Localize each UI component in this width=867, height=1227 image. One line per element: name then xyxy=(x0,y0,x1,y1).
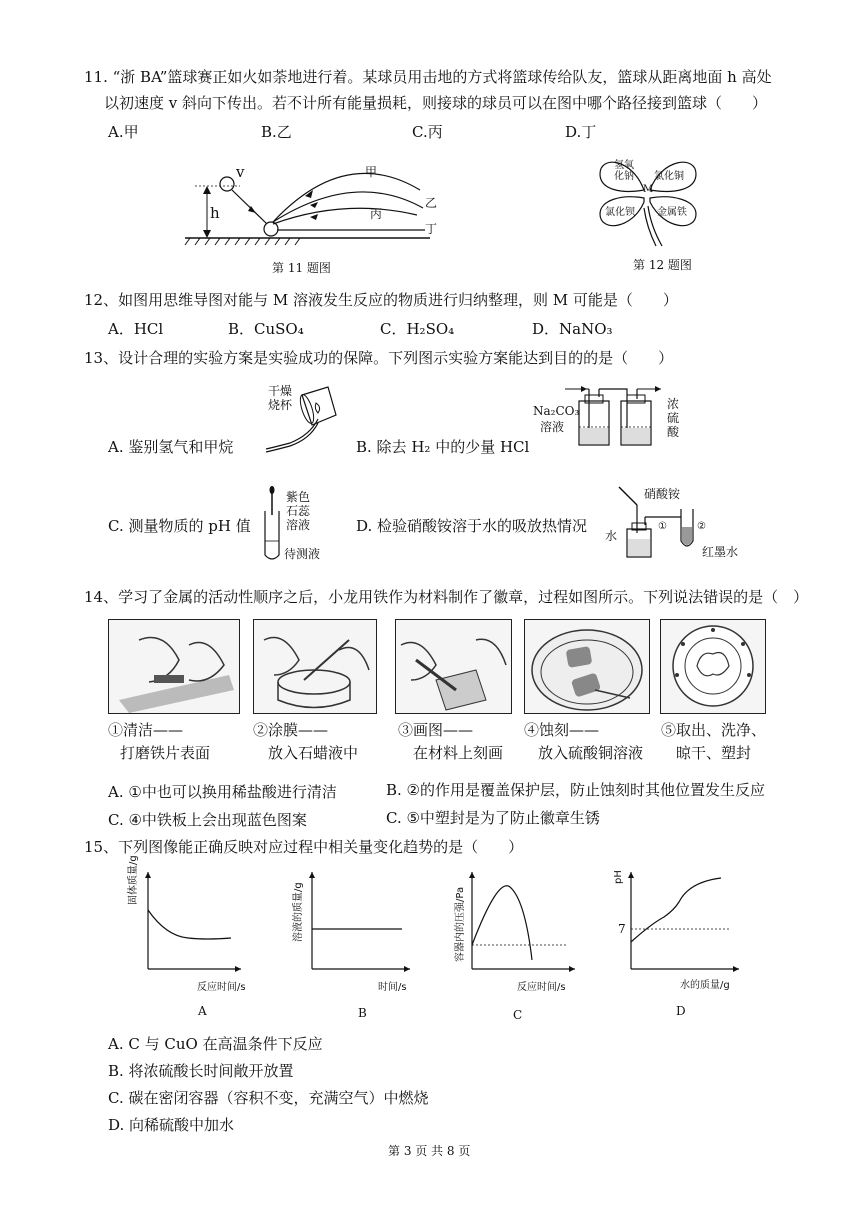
q13-figc-label2: 石蕊 xyxy=(286,504,311,518)
q13-figd-salt: 硝酸铵 xyxy=(644,487,681,501)
q13-figb-acid1: 浓 xyxy=(667,397,680,411)
q11-option-d[interactable]: D.丁 xyxy=(565,123,597,141)
q15-graph-d-ylabel: pH xyxy=(613,870,624,884)
q15-graph-b-ylabel: 溶液的质量/g xyxy=(293,882,304,942)
q14-step3-title: ③画图—— xyxy=(398,721,474,739)
q13-figc-label3: 溶液 xyxy=(286,518,311,532)
q11-label-v: v xyxy=(236,163,245,181)
q14-panel-1 xyxy=(108,619,240,714)
q15-graph-d xyxy=(629,872,739,972)
q15-graph-a-ylabel: 固体质量/g xyxy=(128,855,139,905)
q14-step3-desc: 在材料上刻画 xyxy=(413,744,504,762)
q15-option-a[interactable]: A. C 与 CuO 在高温条件下反应 xyxy=(108,1035,323,1053)
q11-figure xyxy=(185,150,445,250)
q13-figc-label1: 紫色 xyxy=(286,490,311,504)
q15-graph-a xyxy=(146,872,241,972)
q15-graph-b-xlabel: 时间/s xyxy=(378,982,407,993)
q11-option-c[interactable]: C.丙 xyxy=(412,123,443,141)
q13-figb-na2co3: Na₂CO₃ xyxy=(533,404,580,418)
q14-option-c[interactable]: C. ④中铁板上会出现蓝色图案 xyxy=(108,811,307,829)
q13-figd-c2: ② xyxy=(697,521,706,532)
q13-figa-label1: 干燥 xyxy=(268,384,293,398)
q15-graph-d-xlabel: 水的质量/g xyxy=(680,980,730,991)
q14-panel-3 xyxy=(395,619,512,714)
q11-label-h: h xyxy=(210,204,220,222)
q13-option-c[interactable]: C. 测量物质的 pH 值 xyxy=(108,517,251,535)
q14-step1-title: ①清洁—— xyxy=(108,721,184,739)
q13-figd-redwater: 红墨水 xyxy=(702,545,739,559)
q12-option-d[interactable]: D．NaNO₃ xyxy=(532,320,613,338)
q15-graph-b-letter: B xyxy=(358,1006,367,1020)
q12-option-a[interactable]: A．HCl xyxy=(108,320,164,338)
q12-leaf-br: 金属铁 xyxy=(657,207,687,218)
q14-panel-4 xyxy=(524,619,650,714)
q13-option-a[interactable]: A. 鉴别氢气和甲烷 xyxy=(108,438,234,456)
q15-graph-a-xlabel: 反应时间/s xyxy=(197,982,246,993)
q14-stem: 14、学习了金属的活动性顺序之后，小龙用铁作为材料制作了徽章，过程如图所示。下列说法错误的是（ ） xyxy=(84,588,809,606)
q13-figb-solution: 溶液 xyxy=(540,420,565,434)
q15-graph-d-tick: 7 xyxy=(618,922,626,936)
q14-step2-desc: 放入石蜡液中 xyxy=(268,744,359,762)
q15-option-d[interactable]: D. 向稀硫酸中加水 xyxy=(108,1116,235,1134)
q13-figb-acid2: 硫 xyxy=(667,411,680,425)
q12-stem: 12、如图用思维导图对能与 M 溶液发生反应的物质进行归纳整理，则 M 可能是（ ） xyxy=(84,291,678,309)
q13-figd-c1: ① xyxy=(658,521,667,532)
q13-figa-label2: 烧杯 xyxy=(268,398,293,412)
q14-step1-desc: 打磨铁片表面 xyxy=(120,744,211,762)
q14-panel-2 xyxy=(253,619,377,714)
q15-graph-c-xlabel: 反应时间/s xyxy=(517,982,566,993)
q14-step5-desc: 晾干、塑封 xyxy=(676,744,752,762)
q12-caption: 第 12 题图 xyxy=(633,258,692,272)
q14-option-a[interactable]: A. ①中也可以换用稀盐酸进行清洁 xyxy=(108,783,337,801)
q13-figa xyxy=(260,385,340,455)
q15-graph-a-letter: A xyxy=(198,1004,207,1018)
page-footer: 第 3 页 共 8 页 xyxy=(388,1144,471,1158)
q15-option-b[interactable]: B. 将浓硫酸长时间敞开放置 xyxy=(108,1062,294,1080)
q12-leaf-tr: 氯化铜 xyxy=(654,171,684,182)
q11-stem-line2: 以初速度 v 斜向下传出。若不计所有能量损耗，则接球的球员可以在图中哪个路径接到篮球（ ） xyxy=(104,94,768,112)
q13-figc-label4: 待测液 xyxy=(284,547,321,561)
q14-option-d[interactable]: C. ⑤中塑封是为了防止徽章生锈 xyxy=(386,809,600,827)
q15-graph-d-letter: D xyxy=(676,1004,686,1018)
q15-graph-c xyxy=(470,872,575,972)
q15-stem: 15、下列图像能正确反映对应过程中相关量变化趋势的是（ ） xyxy=(84,838,524,856)
q13-option-b[interactable]: B. 除去 H₂ 中的少量 HCl xyxy=(356,438,530,456)
q12-leaf-center: M xyxy=(643,184,654,195)
q13-option-d[interactable]: D. 检验硝酸铵溶于水的吸放热情况 xyxy=(356,517,588,535)
q13-figb-acid3: 酸 xyxy=(667,425,680,439)
q15-graph-c-ylabel: 容器内的压强/Pa xyxy=(455,886,466,962)
q14-step5-title: ⑤取出、洗净、 xyxy=(661,721,767,739)
q11-option-a[interactable]: A.甲 xyxy=(108,123,139,141)
q11-option-b[interactable]: B.乙 xyxy=(261,123,292,141)
q13-figd-apparatus xyxy=(615,483,710,563)
q11-label-yi: 乙 xyxy=(425,196,438,210)
q12-clover-figure xyxy=(592,150,704,250)
q11-stem-line1: 11. “浙 BA”篮球赛正如火如荼地进行着。某球员用击地的方式将篮球传给队友，篮球从距离地面 h 高处 xyxy=(84,68,772,86)
q12-option-b[interactable]: B．CuSO₄ xyxy=(228,320,304,338)
q12-option-c[interactable]: C．H₂SO₄ xyxy=(380,320,455,338)
q13-figd-water: 水 xyxy=(605,529,618,543)
q11-caption: 第 11 题图 xyxy=(272,261,331,275)
q11-label-ding: 丁 xyxy=(425,222,438,236)
q15-option-c[interactable]: C. 碳在密闭容器（容积不变，充满空气）中燃烧 xyxy=(108,1089,429,1107)
q12-leaf-tl: 氢氧 化钠 xyxy=(614,160,634,182)
q11-label-jia: 甲 xyxy=(365,165,378,179)
q14-option-b[interactable]: B. ②的作用是覆盖保护层，防止蚀刻时其他位置发生反应 xyxy=(386,781,766,799)
q14-panel-5 xyxy=(660,619,766,714)
q14-step4-desc: 放入硫酸铜溶液 xyxy=(538,744,644,762)
q14-step4-title: ④蚀刻—— xyxy=(524,721,600,739)
q13-stem: 13、设计合理的实验方案是实验成功的保障。下列图示实验方案能达到目的的是（ ） xyxy=(84,349,674,367)
q13-figc xyxy=(262,485,282,563)
q11-label-bing: 丙 xyxy=(370,207,383,221)
q12-leaf-bl: 氯化钡 xyxy=(605,207,635,218)
q15-graph-c-letter: C xyxy=(513,1008,523,1022)
q13-figb-apparatus xyxy=(565,383,665,448)
q14-step2-title: ②涂膜—— xyxy=(253,721,329,739)
q15-graph-b xyxy=(310,872,410,972)
